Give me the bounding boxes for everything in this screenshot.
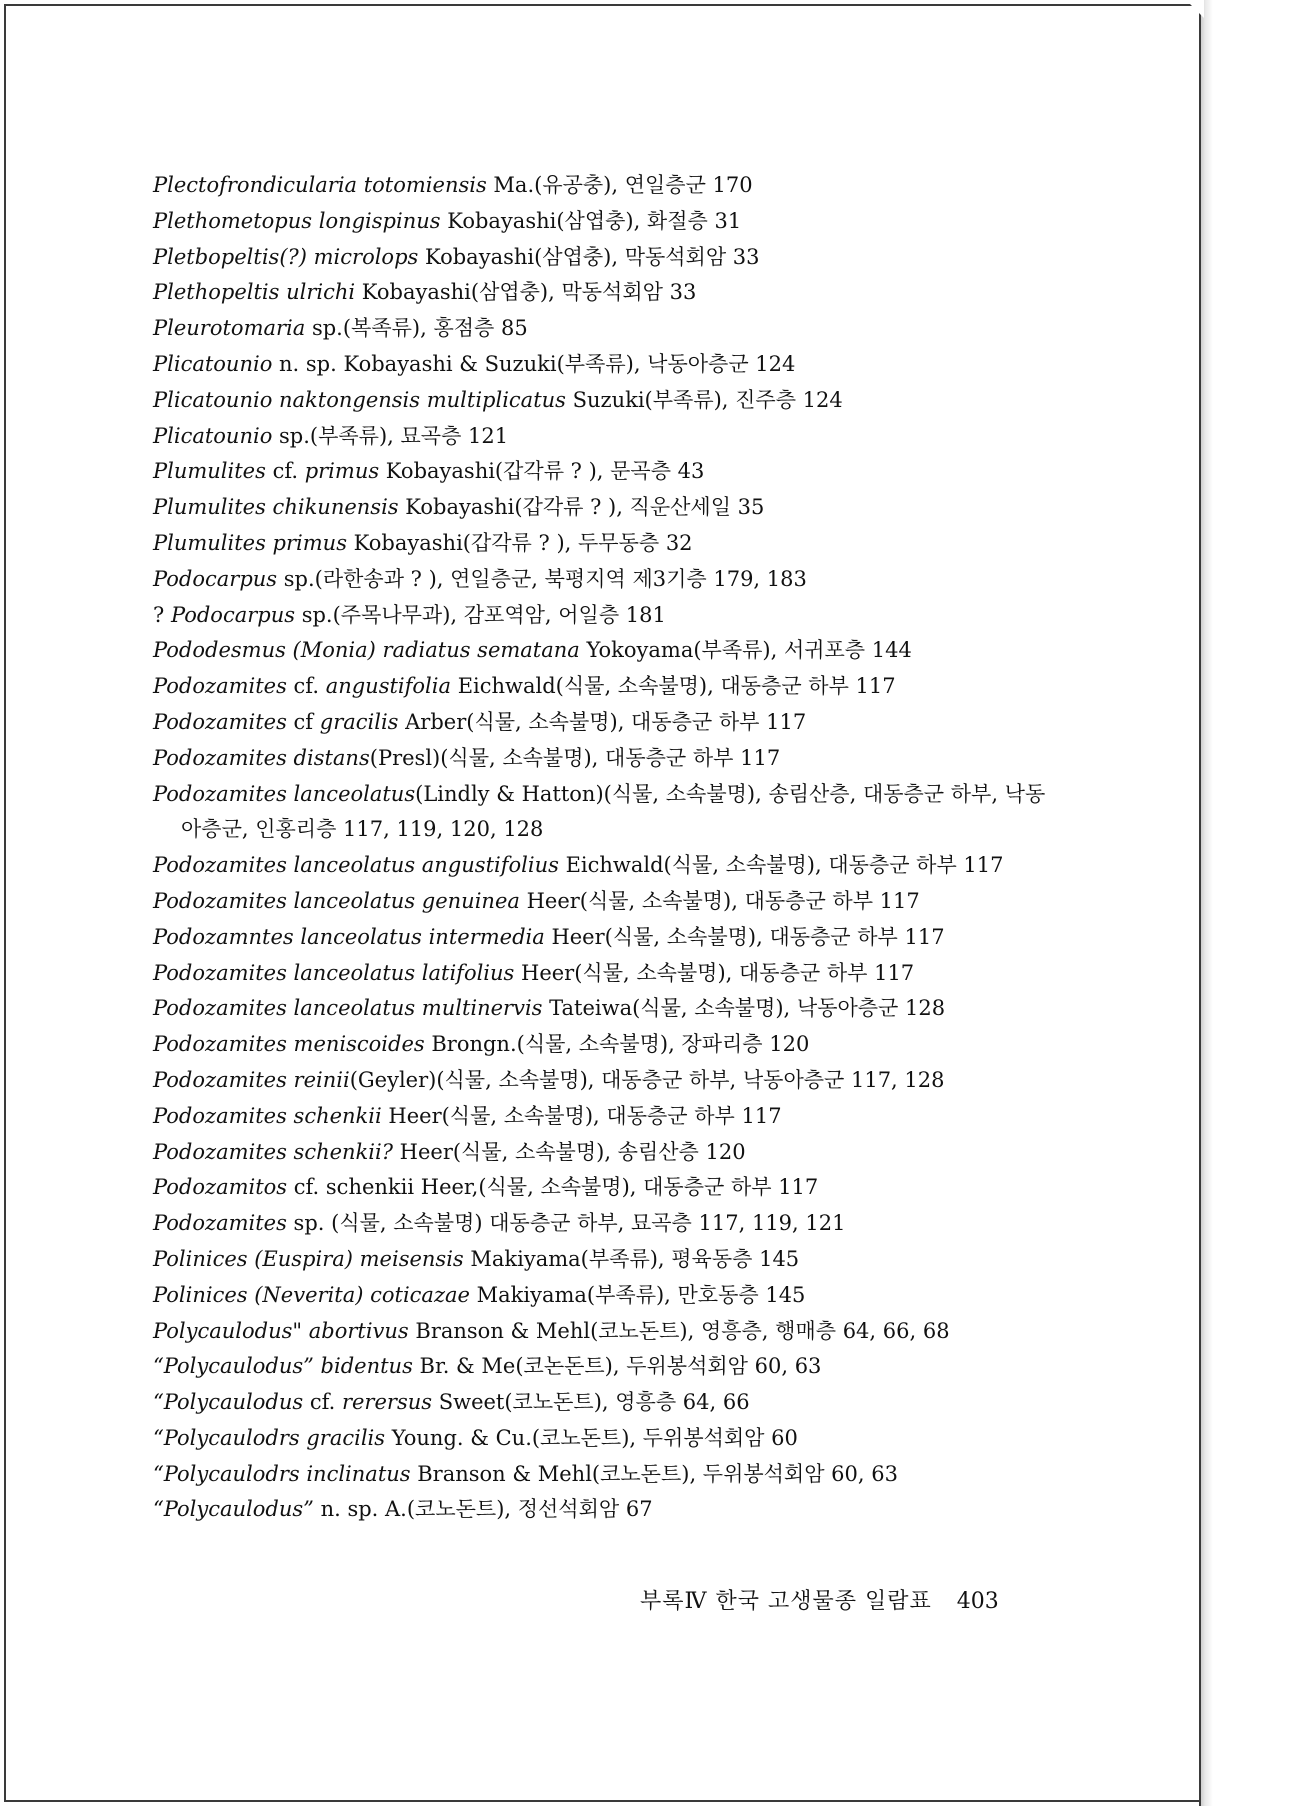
species-name: “Polycaulodus” [153, 1497, 314, 1522]
species-name: Podozamites distans [153, 745, 370, 770]
entry-detail: Heer(식물, 소속불명), 대동층군 하부 117 [519, 888, 920, 913]
species-entry [153, 741, 1053, 777]
entry-detail: Kobayashi(갑각류 ? ), 두무동층 32 [346, 530, 693, 555]
species-entry [153, 777, 1053, 849]
species-name: Pododesmus (Monia) radiatus sematana [153, 638, 580, 663]
entry-detail: Suzuki(부족류), 진주층 124 [565, 387, 843, 412]
species-entry [153, 347, 1053, 383]
species-name: Podozamites schenkii [153, 1103, 382, 1128]
species-entry [153, 311, 1053, 347]
species-entry [153, 204, 1053, 240]
species-entry [153, 920, 1053, 956]
species-name: Podocarpus [153, 566, 278, 591]
species-name: Plicatounio [153, 423, 273, 448]
entry-detail: Heer(식물, 소속불명), 대동층군 하부 117 [381, 1103, 782, 1128]
entry-detail: Kobayashi(삼엽충), 화절층 31 [440, 208, 742, 233]
entry-detail: Heer(식물, 소속불명), 대동층군 하부 117 [514, 960, 915, 985]
page-number: 403 [956, 1589, 999, 1614]
species-name: Plethopeltis ulrichi [153, 280, 356, 305]
entry-detail: sp.(부족류), 묘곡층 121 [272, 423, 509, 448]
species-name: Polinices (Neverita) coticazae [153, 1282, 470, 1307]
species-name: Podozamites meniscoides [153, 1032, 425, 1057]
entry-detail: Yokoyama(부족류), 서귀포층 144 [579, 638, 912, 663]
species-entry [153, 884, 1053, 920]
species-name: “Polycaulodus” bidentus [153, 1354, 413, 1379]
entry-detail: Makiyama(부족류), 평육동층 145 [463, 1246, 800, 1271]
species-entry [153, 490, 1053, 526]
species-name: Polycaulodus" abortivus [153, 1318, 409, 1343]
species-name: Podozamites lanceolatus [153, 781, 416, 806]
species-entry [153, 240, 1053, 276]
species-name: “Polycaulodrs gracilis [153, 1425, 386, 1450]
species-name: Polinices (Euspira) meisensis [153, 1246, 464, 1271]
species-entry [153, 1242, 1053, 1278]
species-name: Pletbopeltis(?) microlops [153, 244, 419, 269]
species-entry [153, 1314, 1053, 1350]
species-name: Podocarpus [170, 602, 296, 627]
species-name: Podozamites [153, 674, 287, 699]
entry-detail: Kobayashi(삼엽충), 막동석회암 33 [355, 280, 697, 305]
species-entry [153, 562, 1053, 598]
species-entry [153, 1135, 1053, 1171]
entry-detail: Makiyama(부족류), 만호동층 145 [469, 1282, 806, 1307]
species-entry [153, 956, 1053, 992]
species-entry [153, 275, 1053, 311]
species-name: Podozamites lanceolatus multinervis [153, 996, 543, 1021]
entry-detail: Eichwald(식물, 소속불명), 대동층군 하부 117 [451, 674, 896, 699]
species-entry [153, 1063, 1053, 1099]
entry-detail: cf. schenkii Heer,(식물, 소속불명), 대동층군 하부 117 [287, 1175, 819, 1200]
entry-detail: cf. [265, 459, 305, 484]
entry-detail: Tateiwa(식물, 소속불명), 낙동아층군 128 [542, 996, 946, 1021]
page-footer [640, 1584, 999, 1615]
species-name: Plumulites chikunensis [153, 495, 399, 520]
entry-detail: Kobayashi(갑각류 ? ), 문곡층 43 [379, 459, 705, 484]
species-entry [153, 454, 1053, 490]
species-entry [153, 1099, 1053, 1135]
species-entry [153, 669, 1053, 705]
species-entry [153, 168, 1053, 204]
entry-detail: Branson & Mehl(코노돈트), 두위봉석회암 60, 63 [410, 1461, 898, 1486]
species-name: Podozamntes lanceolatus intermedia [153, 924, 545, 949]
entry-detail: Kobayashi(삼엽충), 막동석회암 33 [418, 244, 760, 269]
species-epithet: primus [304, 459, 380, 484]
entry-detail: cf. [286, 674, 326, 699]
entry-detail: sp. (식물, 소속불명) 대동층군 하부, 묘곡층 117, 119, 121 [286, 1211, 846, 1236]
species-entry [153, 705, 1053, 741]
entry-detail: n. sp. A.(코노돈트), 정선석회암 67 [313, 1497, 653, 1522]
entry-detail: sp.(라한송과 ? ), 연일층군, 북평지역 제3기층 179, 183 [277, 566, 807, 591]
entry-detail: Kobayashi(갑각류 ? ), 직운산세일 35 [398, 495, 765, 520]
species-entry [153, 848, 1053, 884]
species-name: Plicatounio naktongensis multiplicatus [153, 387, 566, 412]
entry-detail: Heer(식물, 소속불명), 대동층군 하부 117 [544, 924, 945, 949]
species-name: “Polycaulodrs inclinatus [153, 1461, 411, 1486]
footer-title: 부록Ⅳ 한국 고생물종 일람표 [640, 1589, 932, 1614]
species-entry [153, 1385, 1053, 1421]
species-name: Plumulites [153, 459, 266, 484]
species-entry [153, 1349, 1053, 1385]
species-entry [153, 1278, 1053, 1314]
entry-detail: Ma.(유공충), 연일층군 170 [486, 173, 753, 197]
species-entry [153, 1421, 1053, 1457]
species-name: Plethometopus longispinus [153, 208, 441, 233]
species-name: Podozamites lanceolatus angustifolius [153, 853, 559, 878]
species-name: Podozamites [153, 1211, 287, 1236]
species-name: Podozamitos [153, 1175, 288, 1200]
entry-detail: sp.(주목나무과), 감포역암, 어일층 181 [295, 602, 666, 627]
species-name: Plumulites primus [153, 530, 347, 555]
species-name: Podozamites schenkii? [153, 1139, 393, 1164]
species-entry [153, 526, 1053, 562]
species-entry [153, 419, 1053, 455]
species-entry [153, 1492, 1053, 1528]
page-corner [1186, 0, 1204, 18]
entry-detail: Young. & Cu.(코노돈트), 두위봉석회암 60 [385, 1425, 798, 1450]
entry-detail: Brongn.(식물, 소속불명), 장파리층 120 [424, 1032, 810, 1057]
species-entry [153, 991, 1053, 1027]
entry-detail: Eichwald(식물, 소속불명), 대동층군 하부 117 [558, 853, 1004, 878]
entry-detail: Branson & Mehl(코노돈트), 영흥층, 행매층 64, 66, 68 [408, 1318, 950, 1343]
entry-detail: Sweet(코노돈트), 영흥층 64, 66 [432, 1390, 750, 1415]
entry-detail: (Presl)(식물, 소속불명), 대동층군 하부 117 [369, 745, 781, 770]
species-entry [153, 1457, 1053, 1493]
entry-detail: Arber(식물, 소속불명), 대동층군 하부 117 [398, 709, 807, 734]
entry-detail: (Lindly & Hatton)(식물, 소속불명), 송림산층, 대동층군 하부, 낙동아층군, 인홍리층 117, 119, 120, 128 [181, 781, 1046, 842]
entry-detail: cf. [303, 1390, 342, 1415]
species-list [153, 168, 1053, 1528]
species-name: Podozamites lanceolatus genuinea [153, 888, 520, 913]
species-name: Podozamites reinii [153, 1067, 350, 1092]
species-entry [153, 598, 1053, 634]
entry-detail: sp.(복족류), 홍점층 85 [305, 316, 528, 341]
entry-detail: cf [286, 709, 320, 734]
species-entry [153, 383, 1053, 419]
entry-detail: Heer(식물, 소속불명), 송림산층 120 [392, 1139, 746, 1164]
species-entry [153, 1206, 1053, 1242]
species-name: Podozamites [153, 709, 287, 734]
entry-detail: Br. & Me(코논돈트), 두위봉석회암 60, 63 [412, 1354, 822, 1379]
species-name: Podozamites lanceolatus latifolius [153, 960, 515, 985]
species-name: Plectofrondicularia totomiensis [153, 173, 487, 197]
species-epithet: rerersus [341, 1390, 433, 1415]
species-epithet: angustifolia [325, 674, 452, 699]
species-entry [153, 633, 1053, 669]
entry-detail: (Geyler)(식물, 소속불명), 대동층군 하부, 낙동아층군 117, 128 [349, 1067, 945, 1092]
entry-detail: n. sp. Kobayashi & Suzuki(부족류), 낙동아층군 124 [272, 351, 796, 376]
entry-prefix: ? [153, 602, 171, 627]
species-name: Plicatounio [153, 351, 273, 376]
species-name: Pleurotomaria [153, 316, 306, 341]
species-entry [153, 1027, 1053, 1063]
species-entry [153, 1170, 1053, 1206]
species-name: “Polycaulodus [153, 1390, 304, 1415]
species-epithet: gracilis [319, 709, 399, 734]
page-edge [1199, 0, 1213, 1806]
